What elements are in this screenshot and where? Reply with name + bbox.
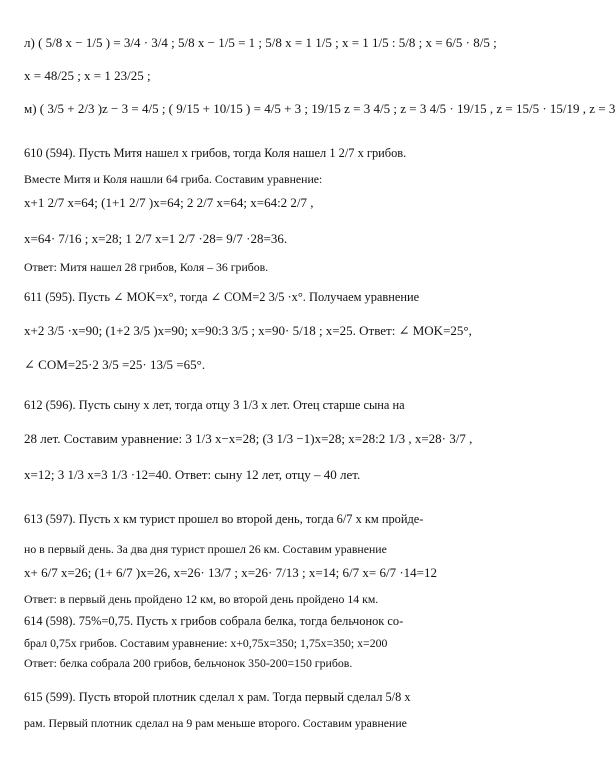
problem-610-equations-2: x=64· 7/16 ; x=28; 1 2/7 x=1 2/7 ·28= 9/7 ·28=36.: [24, 231, 288, 246]
problem-611-equations: x+2 3/5 ·x=90; (1+2 3/5 )x=90; x=90:3 3/5 ; x=90· 5/18 ; x=25. Ответ: ∠ MOK=25°,: [24, 323, 472, 338]
problem-611-result: ∠ COM=25·2 3/5 =25· 13/5 =65°.: [24, 357, 206, 372]
problem-614-answer: Ответ: белка собрала 200 грибов, бельчонок 350-200=150 грибов.: [24, 656, 353, 670]
solution-m-line: м) ( 3/5 + 2/3 )z − 3 = 4/5 ; ( 9/15 + 10/15 ) = 4/5 + 3 ; 19/15 z = 3 4/5 ; z = 3 4/5 · 19/15 , z = 15/5 · 15/19 , z = 3: [24, 101, 615, 116]
problem-610-answer: Ответ: Митя нашел 28 грибов, Коля – 36 грибов.: [24, 260, 269, 274]
problem-615-heading: 615 (599). Пусть второй плотник сделал x рам. Тогда первый сделал 5/8 x: [24, 690, 411, 704]
problem-615-text: рам. Первый плотник сделал на 9 рам меньше второго. Составим уравнение: [24, 716, 407, 730]
problem-614-equations: брал 0,75x грибов. Составим уравнение: x+0,75x=350; 1,75x=350; x=200: [24, 636, 388, 650]
problem-610-equations-1: x+1 2/7 x=64; (1+1 2/7 )x=64; 2 2/7 x=64; x=64:2 2/7 ,: [24, 195, 314, 210]
solution-l-line-1: л) ( 5/8 x − 1/5 ) = 3/4 · 3/4 ; 5/8 x − 1/5 = 1 ; 5/8 x = 1 1/5 ; x = 1 1/5 : 5/8 ; x = 6/5 · 8/5 ;: [24, 35, 497, 50]
problem-610-heading: 610 (594). Пусть Митя нашел x грибов, тогда Коля нашел 1 2/7 x грибов.: [24, 146, 407, 160]
problem-613-equations: x+ 6/7 x=26; (1+ 6/7 )x=26, x=26· 13/7 ; x=26· 7/13 ; x=14; 6/7 x= 6/7 ·14=12: [24, 565, 437, 580]
problem-614-heading: 614 (598). 75%=0,75. Пусть x грибов собрала белка, тогда бельчонок со-: [24, 614, 404, 628]
problem-612-equations: 28 лет. Составим уравнение: 3 1/3 x−x=28; (3 1/3 −1)x=28; x=28:2 1/3 , x=28· 3/7 ,: [24, 431, 473, 446]
problem-611-heading: 611 (595). Пусть ∠ MOK=x°, тогда ∠ COM=2 3/5 ·x°. Получаем уравнение: [24, 290, 420, 304]
problem-610-text: Вместе Митя и Коля нашли 64 гриба. Составим уравнение:: [24, 172, 323, 186]
problem-612-heading: 612 (596). Пусть сыну x лет, тогда отцу 3 1/3 x лет. Отец старше сына на: [24, 398, 405, 412]
problem-613-text: но в первый день. За два дня турист прошел 26 км. Составим уравнение: [24, 542, 387, 556]
solution-l-line-2: x = 48/25 ; x = 1 23/25 ;: [24, 68, 151, 83]
problem-613-answer: Ответ: в первый день пройдено 12 км, во второй день пройдено 14 км.: [24, 592, 379, 606]
problem-612-answer: x=12; 3 1/3 x=3 1/3 ·12=40. Ответ: сыну 12 лет, отцу – 40 лет.: [24, 467, 361, 482]
problem-613-heading: 613 (597). Пусть x км турист прошел во второй день, тогда 6/7 x км пройде-: [24, 512, 424, 526]
